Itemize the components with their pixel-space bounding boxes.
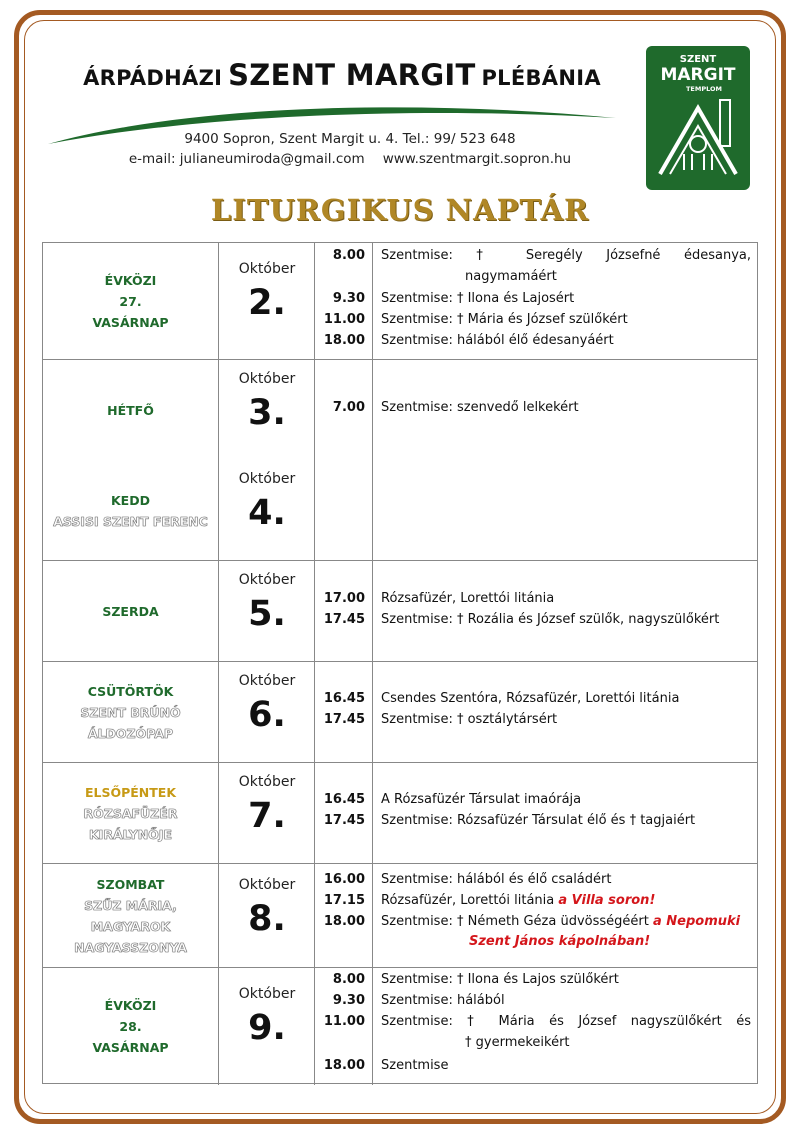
event: Szentmise	[381, 1058, 449, 1073]
table-row	[43, 968, 757, 1085]
time: 16.00	[323, 872, 365, 887]
time: 17.15	[323, 893, 365, 908]
website-link[interactable]: www.szentmargit.sopron.hu	[382, 151, 572, 167]
day-name: 28.	[119, 1019, 142, 1034]
events-cell	[373, 243, 757, 359]
time-cell	[315, 662, 373, 762]
events-cell	[373, 763, 757, 863]
day-number: 7.	[248, 796, 286, 836]
calendar-table	[42, 242, 758, 1084]
time-cell	[315, 864, 373, 967]
table-row	[43, 561, 757, 662]
day-cell	[43, 460, 219, 561]
events-cell	[373, 360, 757, 560]
logo-sub: TEMPLOM	[685, 85, 723, 93]
day-number: 6.	[248, 695, 286, 735]
event-continuation: † gyermekeikért	[465, 1035, 570, 1050]
events-cell	[373, 864, 757, 967]
event: Szentmise: hálából élő édesanyáért	[381, 333, 614, 348]
day-number: 5.	[248, 594, 286, 634]
email-text[interactable]: e-mail: julianeumiroda@gmail.com	[128, 151, 365, 167]
day-name: ÉVKÖZI	[104, 998, 157, 1013]
day-number: 2.	[248, 283, 286, 323]
day-cell	[43, 763, 219, 863]
time: 17.00	[323, 591, 365, 606]
time: 8.00	[332, 972, 365, 987]
location-note: Szent János kápolnában!	[469, 934, 651, 949]
time-cell	[315, 561, 373, 661]
event: Szentmise: † Rozália és József szülők, nagyszülőkért	[381, 612, 720, 627]
contact-line	[100, 151, 600, 167]
time: 17.45	[323, 813, 365, 828]
month-label: Október	[238, 471, 296, 487]
event-text: Rózsafüzér, Lorettói litánia	[381, 893, 555, 908]
event	[381, 911, 751, 932]
day-number: 4.	[248, 493, 286, 533]
event-text: Szentmise: † Németh Géza üdvösségéért	[381, 914, 649, 929]
event: Szentmise: Rózsafüzér Társulat élő és † tagjaiért	[381, 813, 696, 828]
saint-name: KIRÁLYNŐJE	[89, 826, 172, 842]
event: Rózsafüzér, Lorettói litánia	[381, 591, 555, 606]
parish-logo	[646, 46, 750, 190]
event-continuation: nagymamáért	[465, 269, 557, 284]
event: Szentmise: hálából	[381, 993, 505, 1008]
saint-name: ÁLDOZÓPAP	[87, 725, 174, 741]
events-cell	[373, 662, 757, 762]
calendar-title: LITURGIKUS NAPTÁR	[210, 193, 590, 227]
month-label: Október	[238, 371, 296, 387]
time-cell	[315, 763, 373, 863]
day-number: 3.	[248, 393, 286, 433]
date-cell	[219, 763, 315, 863]
event: Szentmise: † Ilona és Lajos szülőkért	[381, 972, 619, 987]
event: Szentmise: † Mária és József szülőkért	[381, 312, 628, 327]
time: 16.45	[323, 792, 365, 807]
time: 9.30	[332, 993, 365, 1008]
day-name: ELSŐPÉNTEK	[84, 784, 177, 800]
event	[381, 890, 751, 911]
day-name: ÉVKÖZI	[104, 272, 157, 288]
event: Szentmise: † Mária és József nagyszülőkért és	[381, 1014, 751, 1029]
day-name: VASÁRNAP	[92, 314, 169, 330]
location-note: a Nepomuki	[652, 914, 741, 929]
day-name: VASÁRNAP	[92, 1040, 169, 1055]
church-logo-icon	[646, 46, 750, 190]
time: 17.45	[323, 612, 365, 627]
saint-name: MAGYAROK	[90, 918, 171, 934]
day-cell	[43, 864, 219, 967]
events-cell	[373, 561, 757, 661]
date-cell	[219, 561, 315, 661]
time-cell	[315, 968, 373, 1085]
day-cell	[43, 662, 219, 762]
day-name: HÉTFŐ	[107, 402, 154, 418]
logo-top: SZENT	[679, 54, 717, 65]
logo-main: MARGIT	[660, 65, 736, 85]
day-name: SZOMBAT	[96, 876, 165, 892]
table-row	[43, 243, 757, 360]
saint-name: RÓZSAFÜZÉR	[83, 805, 178, 821]
day-number: 9.	[248, 1008, 286, 1048]
month-label: Október	[238, 986, 296, 1002]
day-number: 8.	[248, 899, 286, 939]
event: Szentmise: hálából és élő családért	[381, 872, 612, 887]
month-label: Október	[238, 774, 296, 790]
saint-name: SZENT BRÚNÓ	[80, 704, 181, 720]
location-note: a Villa soron!	[558, 893, 656, 908]
saint-name: SZŰZ MÁRIA,	[84, 897, 177, 913]
time: 8.00	[332, 248, 365, 263]
day-cell	[43, 360, 219, 460]
table-row	[43, 763, 757, 864]
event: Szentmise: † osztálytársért	[381, 712, 558, 727]
month-label: Október	[238, 261, 296, 277]
title-post: PLÉBÁNIA	[481, 66, 601, 90]
parish-title	[62, 58, 622, 92]
date-cell	[219, 360, 315, 560]
time: 11.00	[323, 1014, 365, 1029]
title-main: SZENT MARGIT	[228, 58, 476, 92]
time: 9.30	[332, 291, 365, 306]
time: 11.00	[323, 312, 365, 327]
time: 16.45	[323, 691, 365, 706]
saint-name: NAGYASSZONYA	[74, 939, 187, 955]
month-label: Október	[238, 877, 296, 893]
date-cell	[219, 864, 315, 967]
event: A Rózsafüzér Társulat imaórája	[381, 792, 582, 807]
date-cell	[219, 662, 315, 762]
time: 18.00	[323, 914, 365, 929]
date-cell	[219, 243, 315, 359]
table-row	[43, 864, 757, 968]
time: 17.45	[323, 712, 365, 727]
event: Csendes Szentóra, Rózsafüzér, Lorettói litánia	[381, 691, 680, 706]
month-label: Október	[238, 673, 296, 689]
time: 18.00	[323, 333, 365, 348]
time: 7.00	[332, 400, 365, 415]
saint-name: ASSISI SZENT FERENC	[53, 513, 208, 529]
event: Szentmise: † Seregély Józsefné édesanya,	[381, 248, 751, 263]
table-row	[43, 360, 757, 561]
time: 18.00	[323, 1058, 365, 1073]
month-label: Október	[238, 572, 296, 588]
date-cell	[219, 968, 315, 1085]
table-row	[43, 662, 757, 763]
day-cell	[43, 968, 219, 1085]
event: Szentmise: † Ilona és Lajosért	[381, 291, 575, 306]
day-name: CSÜTÖRTÖK	[87, 683, 174, 699]
day-cell	[43, 243, 219, 359]
event: Szentmise: szenvedő lelkekért	[381, 400, 579, 415]
day-cell	[43, 561, 219, 661]
time-cell	[315, 360, 373, 560]
day-name: 27.	[119, 293, 142, 309]
time-cell	[315, 243, 373, 359]
day-name: SZERDA	[102, 603, 159, 619]
day-name: KEDD	[111, 492, 150, 508]
events-cell	[373, 968, 757, 1085]
address-line: 9400 Sopron, Szent Margit u. 4. Tel.: 99/ 523 648	[184, 131, 516, 147]
title-pre: ÁRPÁDHÁZI	[83, 66, 223, 90]
